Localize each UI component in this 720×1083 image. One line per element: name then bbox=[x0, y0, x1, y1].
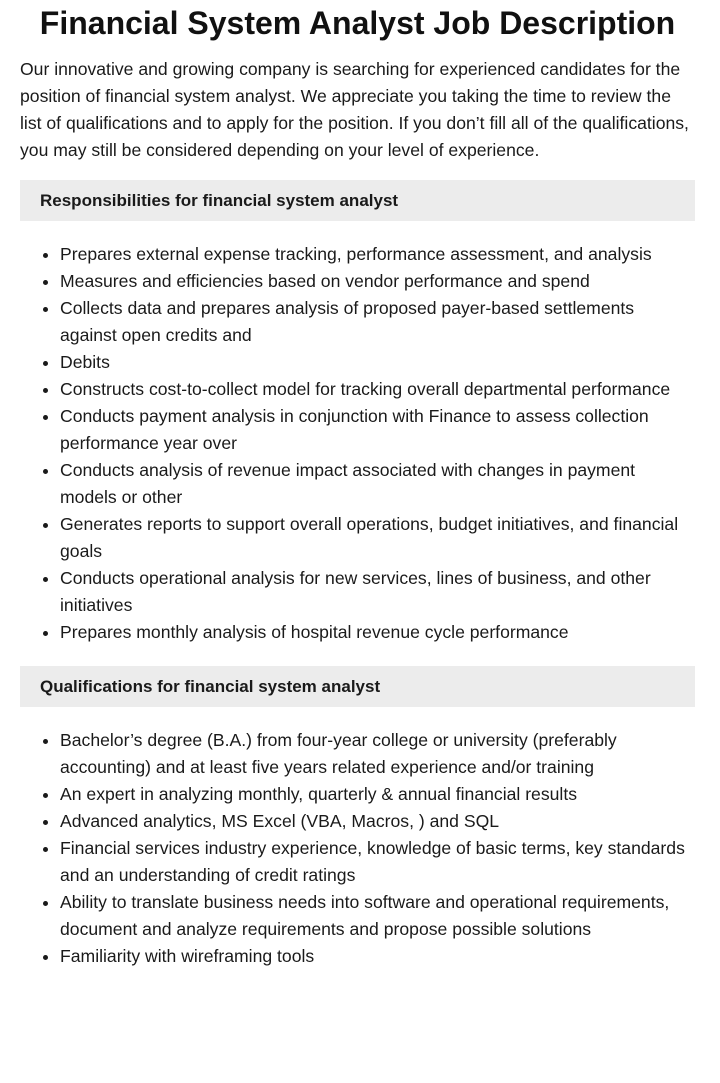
list-item: • Measures and efficiencies based on vendor performance and spend bbox=[60, 268, 695, 295]
intro-paragraph: Our innovative and growing company is searching for experienced candidates for the position of financial system analyst. We appreciate you taking the time to review the list of qualifications and to apply for the position. If you don’t fill all of the qualifications, you may still be considered depending on your level of experience. bbox=[20, 59, 689, 160]
responsibilities-list bbox=[20, 241, 695, 646]
list-item: • Conducts operational analysis for new services, lines of business, and other initiatives bbox=[60, 565, 695, 619]
responsibilities-heading: Responsibilities for financial system analyst bbox=[20, 180, 695, 221]
list-item: • Advanced analytics, MS Excel (VBA, Macros, ) and SQL bbox=[60, 808, 695, 835]
page-title: Financial System Analyst Job Description bbox=[39, 5, 676, 41]
list-item: • Collects data and prepares analysis of proposed payer-based settlements against open credits and bbox=[60, 295, 695, 349]
list-item: • Prepares monthly analysis of hospital revenue cycle performance bbox=[60, 619, 695, 646]
list-item: • Debits bbox=[60, 349, 695, 376]
list-item: • Constructs cost-to-collect model for tracking overall departmental performance bbox=[60, 376, 695, 403]
list-item: • Prepares external expense tracking, performance assessment, and analysis bbox=[60, 241, 695, 268]
list-item: • Conducts analysis of revenue impact associated with changes in payment models or other bbox=[60, 457, 695, 511]
list-item: • Bachelor’s degree (B.A.) from four-year college or university (preferably accounting) and at least five years related experience and/or training bbox=[60, 727, 695, 781]
list-item: • Ability to translate business needs into software and operational requirements, document and analyze requirements and propose possible solutions bbox=[60, 889, 695, 943]
list-item: • Financial services industry experience, knowledge of basic terms, key standards and an understanding of credit ratings bbox=[60, 835, 695, 889]
list-item: • Generates reports to support overall operations, budget initiatives, and financial goals bbox=[60, 511, 695, 565]
qualifications-list bbox=[20, 727, 695, 970]
list-item: • An expert in analyzing monthly, quarterly & annual financial results bbox=[60, 781, 695, 808]
list-item: • Familiarity with wireframing tools bbox=[60, 943, 695, 970]
qualifications-heading: Qualifications for financial system analyst bbox=[20, 666, 695, 707]
list-item: • Conducts payment analysis in conjunction with Finance to assess collection performance year over bbox=[60, 403, 695, 457]
